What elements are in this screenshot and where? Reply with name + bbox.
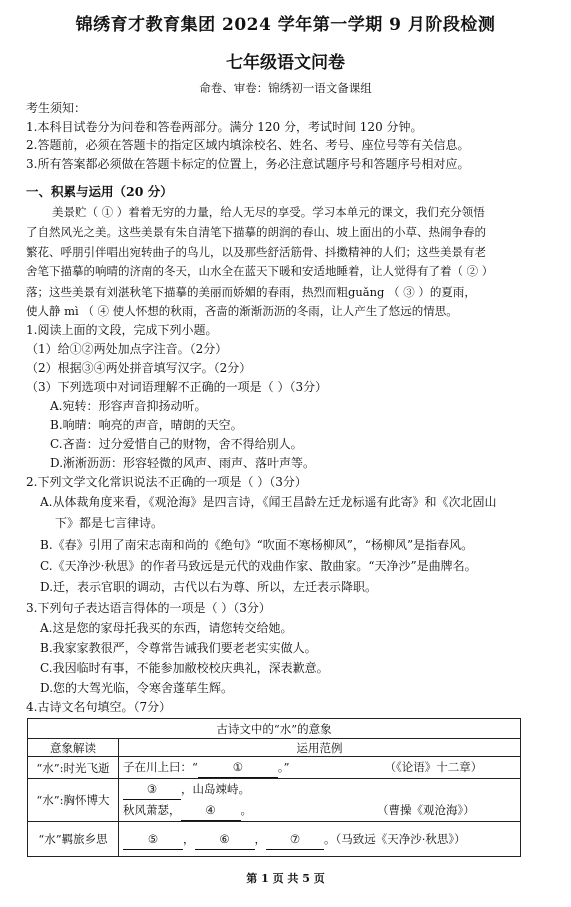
source-text: 。（马致远《天净沙·秋思》） bbox=[324, 831, 466, 846]
exam-title: 锦绣育才教育集团 2024 学年第一学期 9 月阶段检测 bbox=[75, 15, 496, 35]
question-stem: 3.下列句子表达语言得体的一项是（ ）（3分） bbox=[26, 601, 271, 615]
option: B.《春》引用了南宋志南和尚的《绝句》“吹面不寒杨柳风”，“杨柳风”是指春风。 bbox=[40, 538, 474, 552]
option-continued: 下》都是七言律诗。 bbox=[55, 516, 164, 530]
paper-authors: 命卷、审卷：锦绣初一语文备课组 bbox=[199, 81, 372, 95]
source-text: （《论语》十二章） bbox=[384, 760, 483, 774]
meaning-cell: “水”:时光飞逝 bbox=[28, 757, 119, 779]
blank-1[interactable]: ① bbox=[198, 757, 278, 778]
table-row bbox=[28, 757, 521, 779]
passage-line: 使人静 mì （ ④ 使人怀想的秋雨，吝啬的渐渐沥沥的冬雨，让人产生了悠远的情思。 bbox=[26, 304, 458, 318]
passage-line: 落；这些美景有刘湛秋笔下描摹的美丽而娇媚的春雨，热烈而粗guǎng （ ③ ）的夏雨， bbox=[26, 285, 476, 299]
notice-heading: 考生须知： bbox=[26, 101, 87, 115]
page-number: 第 1 页 共 5 页 bbox=[246, 872, 325, 885]
meaning-cell: “水”:胸怀博大 bbox=[28, 779, 119, 822]
example-cell: ⑤ ， ⑥ ， ⑦ 。（马致远《天净沙·秋思》） bbox=[119, 822, 521, 857]
option: B.响晴：响亮的声音，晴朗的天空。 bbox=[50, 418, 243, 432]
blank-3[interactable]: ③ bbox=[123, 779, 181, 800]
passage-line: 了自然风光之美。这些美景有朱自清笔下描摹的朗润的春山、坡上面出的小草、热闹争春的 bbox=[26, 225, 486, 239]
blank-5[interactable]: ⑤ bbox=[123, 829, 183, 850]
meaning-cell: “水”羁旅乡思 bbox=[28, 822, 119, 857]
example-text: 秋风萧瑟， bbox=[123, 803, 181, 817]
option: C.我因临时有事，不能参加敝校校庆典礼，深表歉意。 bbox=[40, 661, 329, 675]
notice-item: 3.所有答案都必须做在答题卡标定的位置上，务必注意试题序号和答题序号相对应。 bbox=[26, 157, 470, 171]
option: D.迁，表示官职的调动，古代以右为尊、所以，左迁表示降职。 bbox=[40, 580, 378, 594]
option: D.您的大驾光临，令寒舍蓬荜生辉。 bbox=[40, 681, 234, 695]
example-cell bbox=[119, 757, 521, 779]
paper-subtitle: 七年级语文问卷 bbox=[226, 53, 345, 73]
option: A.从体裁角度来看，《观沧海》是四言诗，《闻王昌龄左迁龙标遥有此寄》和《次北固山 bbox=[40, 495, 497, 509]
sub-question: （1）给①②两处加点字注音。（2分） bbox=[26, 342, 228, 356]
option: B.我家家教很严，令尊常告诫我们要老老实实做人。 bbox=[40, 641, 317, 655]
question-stem: 1.阅读上面的文段，完成下列小题。 bbox=[26, 323, 218, 337]
example-text: 。” bbox=[277, 760, 290, 774]
table-header: 意象解读 bbox=[28, 739, 119, 757]
example-text: 子在川上曰：“ bbox=[123, 760, 198, 774]
example-text: ，山岛竦峙。 bbox=[181, 782, 250, 796]
source-text: （曹操《观沧海》） bbox=[377, 803, 475, 817]
notice-item: 2.答题前，必须在答题卡的指定区域内填涂校名、姓名、考号、座位号等有关信息。 bbox=[26, 138, 470, 152]
notice-item: 1.本科目试卷分为问卷和答卷两部分。满分 120 分，考试时间 120 分钟。 bbox=[26, 120, 423, 134]
passage-line: 繁花、呼朋引伴唱出宛转曲子的鸟儿，以及那些舒活筋骨、抖擞精神的人们；这些美景有老 bbox=[26, 245, 486, 259]
blank-6[interactable]: ⑥ bbox=[195, 829, 255, 850]
question-stem: 4.古诗文名句填空。（7分） bbox=[26, 700, 172, 714]
passage-line: 舍笔下描摹的响晴的济南的冬天，山水全在蓝天下暖和安适地睡着，让人觉得有了着（ ② ） bbox=[26, 264, 494, 278]
poem-table bbox=[27, 718, 521, 857]
sub-question: （2）根据③④两处拼音填写汉字。（2分） bbox=[26, 361, 252, 375]
sub-question: （3）下列选项中对词语理解不正确的一项是（ ）（3分） bbox=[26, 380, 328, 394]
example-text: 。 bbox=[240, 803, 252, 817]
question-stem: 2.下列文学文化常识说法不正确的一项是（ ）（3分） bbox=[26, 475, 307, 489]
table-row bbox=[28, 779, 521, 822]
example-cell bbox=[119, 779, 521, 822]
option: C.吝啬：过分爱惜自己的财物，舍不得给别人。 bbox=[50, 437, 303, 451]
option: D.淅淅沥沥：形容轻微的风声、雨声、落叶声等。 bbox=[50, 456, 316, 470]
blank-4[interactable]: ④ bbox=[181, 800, 241, 821]
table-caption: 古诗文中的“水”的意象 bbox=[28, 719, 521, 739]
section-heading: 一、积累与运用（20 分） bbox=[26, 184, 173, 199]
table-header: 运用范例 bbox=[119, 739, 521, 757]
option: A.这是您的家母托我买的东西，请您转交给她。 bbox=[40, 621, 293, 635]
blank-7[interactable]: ⑦ bbox=[266, 829, 324, 850]
table-row bbox=[28, 822, 521, 857]
passage-line: 美景贮（ ① ）着着无穷的力量，给人无尽的享受。学习本单元的课文，我们充分领悟 bbox=[52, 205, 485, 219]
option: C.《天净沙·秋思》的作者马致远是元代的戏曲作家、散曲家。“天净沙”是曲牌名。 bbox=[40, 559, 477, 573]
option: A.宛转：形容声音抑扬动听。 bbox=[50, 399, 207, 413]
